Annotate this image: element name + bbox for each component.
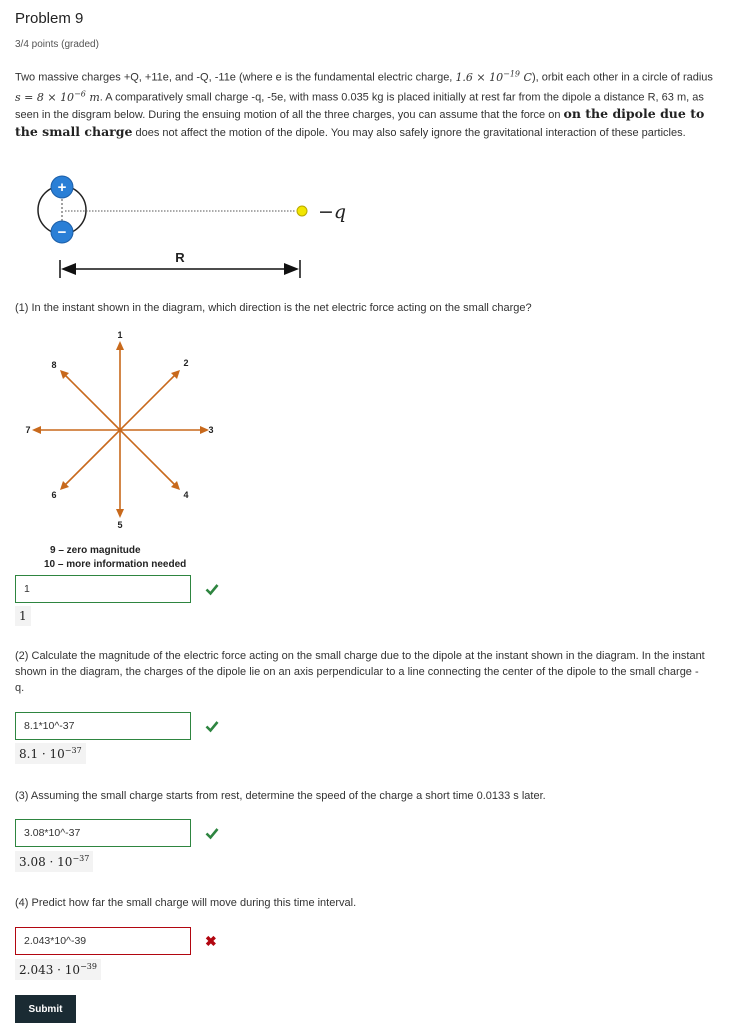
cross-icon: ✖ bbox=[205, 933, 217, 949]
small-charge bbox=[297, 206, 307, 216]
check-icon bbox=[205, 826, 219, 840]
problem-statement bbox=[15, 66, 715, 141]
answer-3-input[interactable] bbox=[15, 819, 191, 847]
answer-2-preview: $8.1 \cdot 10^{-37}$ bbox=[15, 743, 86, 764]
arrow-4 bbox=[120, 430, 176, 486]
arrow-2 bbox=[120, 374, 176, 430]
dipole-diagram bbox=[20, 170, 360, 285]
answer-3-preview: $3.08 \cdot 10^{-37}$ bbox=[15, 851, 93, 872]
small-charge-label: −q bbox=[318, 201, 347, 223]
question-1-text: (1) In the instant shown in the diagram, which direction is the net electric force acting on the small charge? bbox=[15, 302, 532, 314]
direction-compass bbox=[20, 325, 220, 575]
arrow-6 bbox=[64, 430, 120, 486]
charge-value: $1.6 \times 10^{-19}$ C bbox=[455, 69, 532, 84]
intro-bold-text: on the dipole due to the small charge bbox=[15, 106, 705, 139]
check-icon bbox=[205, 719, 219, 733]
direction-label-7: 7 bbox=[25, 425, 31, 435]
intro-text-2: ), orbit each other in a circle of radius bbox=[531, 71, 713, 84]
direction-label-2: 2 bbox=[183, 358, 189, 368]
submit-button[interactable]: Submit bbox=[15, 995, 76, 1023]
question-3-text: (3) Assuming the small charge starts from rest, determine the speed of the charge a short time 0.0133 s later. bbox=[15, 790, 546, 802]
answer-1-preview: 1 bbox=[15, 606, 31, 626]
check-icon bbox=[205, 582, 219, 596]
radius-value: $s = 8 \times 10^{-6}$ m bbox=[15, 89, 100, 104]
distance-arrowhead-left bbox=[61, 263, 76, 275]
question-4-text: (4) Predict how far the small charge will move during this time interval. bbox=[15, 897, 357, 909]
direction-label-3: 3 bbox=[208, 425, 214, 435]
direction-label-1: 1 bbox=[117, 330, 123, 340]
intro-text-3: . A comparatively small charge -q, -5e, with mass 0.035 kg is placed initially at rest far from the dipole a distance R, 63 m, as seen in the disgram below. During the ensuing motion of all the three charges, you can assume that the force on bbox=[15, 91, 704, 122]
direction-label-8: 8 bbox=[51, 360, 57, 370]
intro-text-4: does not affect the motion of the dipole. You may also safely ignore the gravitational interaction of these particles. bbox=[132, 126, 686, 139]
question-2-text: (2) Calculate the magnitude of the electric force acting on the small charge due to the dipole at the instant shown in the diagram. In the instant shown in the diagram, the charges of the dipole lie on an axis perpendicular to a line connecting the center of the dipole to the small charge -q. bbox=[15, 650, 705, 694]
legend-zero-magnitude: 9 – zero magnitude bbox=[50, 545, 141, 556]
intro-text-1: Two massive charges +Q, +11e, and -Q, -11e (where e is the fundamental electric charge, bbox=[15, 71, 456, 84]
arrow-8 bbox=[64, 374, 120, 430]
direction-label-4: 4 bbox=[183, 490, 189, 500]
direction-label-6: 6 bbox=[51, 490, 57, 500]
points-label: 3/4 points (graded) bbox=[15, 39, 99, 50]
minus-sign: − bbox=[57, 224, 67, 241]
distance-label: R bbox=[175, 250, 185, 265]
answer-4-input[interactable] bbox=[15, 927, 191, 955]
answer-4-preview: $2.043 \cdot 10^{-39}$ bbox=[15, 959, 101, 980]
distance-arrowhead-right bbox=[284, 263, 299, 275]
answer-1-input[interactable] bbox=[15, 575, 191, 603]
problem-title: Problem 9 bbox=[15, 10, 84, 27]
answer-2-input[interactable] bbox=[15, 712, 191, 740]
direction-label-5: 5 bbox=[117, 520, 123, 530]
plus-sign: + bbox=[57, 179, 67, 196]
legend-more-info: 10 – more information needed bbox=[44, 559, 187, 570]
